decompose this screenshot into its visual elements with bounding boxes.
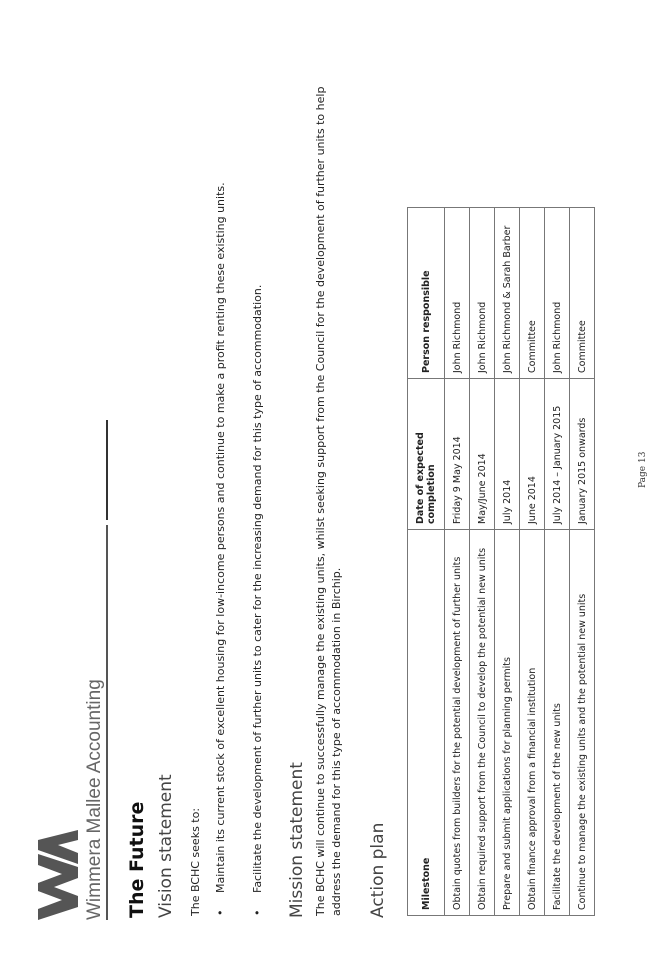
date-cell: June 2014 [520, 379, 545, 530]
table-row [570, 208, 595, 916]
date-cell: July 2014 – January 2015 [545, 379, 570, 530]
date-cell: July 2014 [495, 379, 520, 530]
date-cell: Friday 9 May 2014 [445, 379, 470, 530]
action-plan-table [407, 207, 595, 916]
milestone-cell: Obtain quotes from builders for the potential development of further units [445, 530, 470, 916]
action-plan-heading: Action plan [368, 822, 388, 918]
vision-intro: The BCHC seeks to: [189, 807, 202, 916]
mission-heading: Mission statement [287, 762, 307, 918]
milestone-cell: Continue to manage the existing units and the potential new units [570, 530, 595, 916]
page-title: The Future [126, 801, 148, 918]
person-cell: Committee [570, 208, 595, 379]
person-cell: John Richmond [445, 208, 470, 379]
date-cell: May/June 2014 [470, 379, 495, 530]
table-row [495, 208, 520, 916]
company-name: Wimmera Mallee Accounting [84, 679, 105, 920]
date-cell: January 2015 onwards [570, 379, 595, 530]
vision-bullet-list [213, 182, 287, 916]
column-header-date: Date of expected completion [408, 379, 445, 530]
wma-logo-mark-icon [38, 830, 78, 920]
table-row [545, 208, 570, 916]
milestone-cell: Prepare and submit applications for planning permits [495, 530, 520, 916]
header-rule-accent [106, 420, 108, 520]
vision-heading: Vision statement [156, 774, 176, 918]
milestone-cell: Obtain required support from the Council to develop the potential new units [470, 530, 495, 916]
page-number: Page 13 [638, 451, 648, 488]
company-logo [38, 679, 105, 920]
column-header-person: Person responsible [408, 208, 445, 379]
mission-text: The BCHC will continue to successfully manage the existing units, whilst seeking support from the Council for the development of further units to help address the demand for this type of accommodation in Birchip. [314, 86, 343, 916]
table-row [470, 208, 495, 916]
vision-bullet: • Maintain its current stock of excellent housing for low-income persons and continue to make a profit renting these existing units. [213, 182, 250, 916]
column-header-milestone: Milestone [408, 530, 445, 916]
person-cell: John Richmond [470, 208, 495, 379]
table-header-row [408, 208, 445, 916]
person-cell: John Richmond [545, 208, 570, 379]
person-cell: John Richmond & Sarah Barber [495, 208, 520, 379]
milestone-cell: Facilitate the development of the new units [545, 530, 570, 916]
milestone-cell: Obtain finance approval from a financial institution [520, 530, 545, 916]
vision-bullet: • Facilitate the development of further units to cater for the increasing demand for this type of accommodation. [250, 182, 287, 916]
table-row [520, 208, 545, 916]
table-row [445, 208, 470, 916]
person-cell: Committee [520, 208, 545, 379]
header-rule [106, 525, 108, 920]
